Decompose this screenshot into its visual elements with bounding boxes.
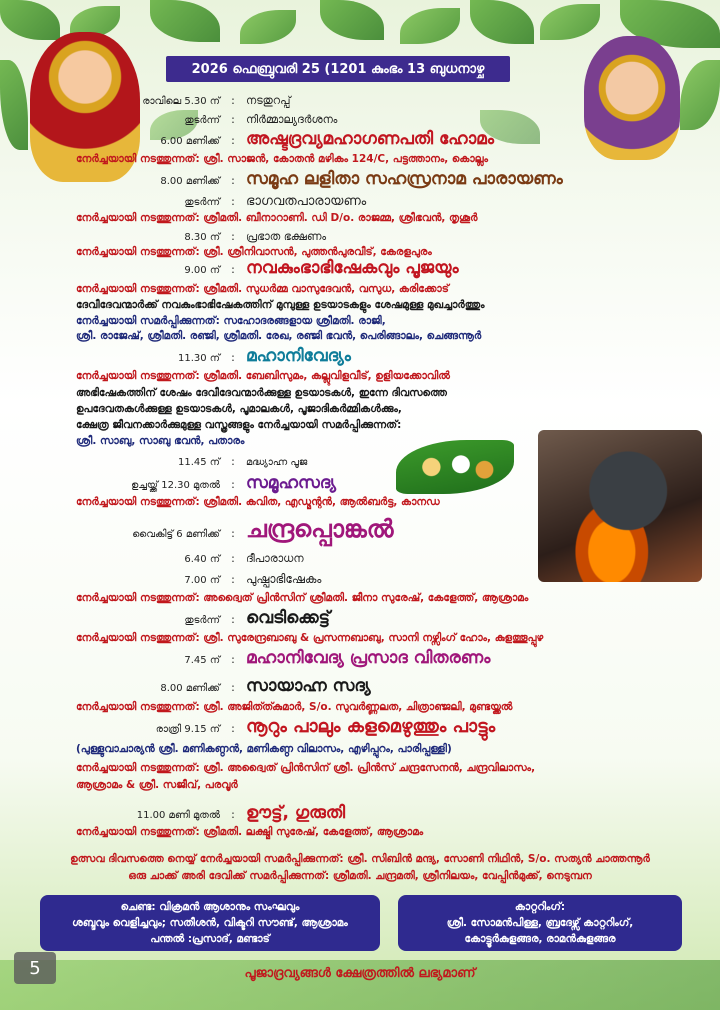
schedule-time: തുടർന്ന് xyxy=(184,115,220,126)
schedule-row xyxy=(0,113,337,127)
sponsor-line: നേർച്ചയായി നടത്തുന്നത്: ശ്രീമതി. സുധർമ്മ വാസുദേവൻ, വസുധ, കരിക്കോട് xyxy=(76,283,449,295)
schedule-event: അഷ്ടദ്രവ്യമഹാഗണപതി ഹോമം xyxy=(246,129,494,149)
sponsor-line: (പുള്ളുവാചാര്യൻ ശ്രീ. മണികണ്ഠൻ, മണികണ്ഠ വിലാസം, എഴിപ്പുറം, പാരിപ്പള്ളി) xyxy=(76,743,452,755)
leaf-decoration xyxy=(540,4,600,40)
schedule-time: 11.30 ന് xyxy=(178,353,220,364)
schedule-event: ചന്ദ്രപ്പൊങ്കൽ xyxy=(246,515,394,543)
footer-credits-box xyxy=(40,895,380,951)
colon-separator: : xyxy=(231,94,235,107)
schedule-row xyxy=(0,716,495,737)
colon-separator: : xyxy=(231,552,235,565)
schedule-event: ഊട്ട്, ഗുരുതി xyxy=(246,803,346,823)
schedule-event: നൂറും പാലും കളമെഴുത്തും പാട്ടും xyxy=(246,716,496,737)
schedule-time: തുടർന്ന് xyxy=(184,197,220,208)
bottom-note: പൂജാദ്രവ്യങ്ങൾ ക്ഷേത്രത്തിൽ ലഭ്യമാണ് xyxy=(244,966,476,981)
murugan-image xyxy=(584,36,680,160)
schedule-time: രാത്രി 9.15 ന് xyxy=(155,724,220,735)
schedule-event: മദ്ധ്യാഹ്ന പൂജ xyxy=(246,457,308,468)
offering-line: ക്ഷേത്ര ജീവനക്കാർക്കുമുള്ള വസ്ത്രങ്ങളും നേർച്ചയായി സമർപ്പിക്കുന്നത്: xyxy=(76,419,402,431)
colon-separator: : xyxy=(231,653,235,666)
schedule-time: 8.00 മണിക്ക് xyxy=(160,176,220,187)
schedule-row xyxy=(0,572,321,587)
sponsor-line: നേർച്ചയായി നടത്തുന്നത്: ശ്രീമതി. ബേബിസുമം, കല്ലുവിളവീട്, ഉളിയക്കോവിൽ xyxy=(76,370,450,382)
schedule-time: 7.00 ന് xyxy=(184,575,220,586)
leaf-decoration xyxy=(470,0,534,44)
schedule-event: സമൂഹ ലളിതാ സഹസ്രനാമ പാരായണം xyxy=(246,169,563,189)
sponsor-line: ശ്രീ. സാബു, സാബു ഭവൻ, പതാരം xyxy=(76,435,245,447)
schedule-row xyxy=(0,473,336,493)
colon-separator: : xyxy=(231,263,235,276)
schedule-row xyxy=(0,194,366,209)
colon-separator: : xyxy=(231,174,235,187)
schedule-time: വൈകിട്ട് 6 മണിക്ക് xyxy=(132,529,220,540)
schedule-time: 8.30 ന് xyxy=(184,232,220,243)
schedule-row xyxy=(0,552,304,566)
sponsor-line: നേർച്ചയായി നടത്തുന്നത്: അദ്വൈത് പ്രിൻസിന് ശ്രീമതി. ജീനാ സുരേഷ്, കേളേത്ത്, ആശ്രാമം xyxy=(76,592,529,604)
colon-separator: : xyxy=(231,478,235,491)
schedule-event: സമൂഹസദ്യ xyxy=(246,473,336,493)
schedule-event: നവകുംഭാഭിഷേകവും പൂജയും xyxy=(246,258,459,278)
colon-separator: : xyxy=(231,573,235,586)
sponsor-line: നേർച്ചയായി നടത്തുന്നത്: ശ്രീമതി. കവിത, എഡ്മന്റൻ, ആൽബർട്ട, കാനഡ xyxy=(76,496,440,508)
colon-separator: : xyxy=(231,113,235,126)
sponsor-line: ആശ്രാമം & ശ്രീ. സജീവ്, പരവൂർ xyxy=(76,779,238,791)
sponsor-line: നേർച്ചയായി നടത്തുന്നത്: ശ്രീമതി. ലക്ഷ്മി സുരേഷ്, കേളേത്ത്, ആശ്രാമം xyxy=(76,826,424,838)
footer-catering-box xyxy=(398,895,682,951)
date-banner: 2026 ഫെബ്രുവരി 25 (1201 കുംഭം 13 ബുധനാഴ്ച xyxy=(166,56,510,82)
schedule-time: 7.45 ന് xyxy=(184,655,220,666)
schedule-time: 6.40 ന് xyxy=(184,554,220,565)
sponsor-line: നേർച്ചയായി നടത്തുന്നത്: ശ്രീ. ശ്രീനിവാസൻ, പുത്തൻപുരവീട്, കേരളപുരം xyxy=(76,246,432,258)
offering-line: ദേവീദേവന്മാർക്ക് നവകുംഭാഭിഷേകത്തിന് മുമ്പുള്ള ഉടയാടകളും ശേഷമുള്ള മുഖച്ചാർത്തും xyxy=(76,299,485,311)
page-number: 5 xyxy=(14,952,56,984)
schedule-time: 11.00 മണി മുതൽ xyxy=(136,810,220,821)
colon-separator: : xyxy=(231,351,235,364)
footer-catering-line: കാറ്ററിംഗ്: xyxy=(514,901,566,913)
schedule-row xyxy=(0,676,371,696)
schedule-time: ഉച്ചയ്ക്ക് 12.30 മുതൽ xyxy=(131,480,220,491)
schedule-time: 9.00 ന് xyxy=(184,265,220,276)
schedule-event: മഹാനിവേദ്യം xyxy=(246,346,351,366)
colon-separator: : xyxy=(231,134,235,147)
sponsor-line: നേർച്ചയായി നടത്തുന്നത്: ശ്രീ. സാജൻ, കോതൻ മഴികം 124/C, പട്ടത്താനം, കൊല്ലം xyxy=(76,153,489,165)
colon-separator: : xyxy=(231,195,235,208)
leaf-decoration xyxy=(150,0,220,42)
schedule-event: ഭാഗവതപാരായണം xyxy=(246,194,367,209)
footer-catering-line: ശ്രീ. സോമൻപിള്ള, ബ്രദേഴ്സ് കാറ്ററിംഗ്, xyxy=(446,917,634,929)
sponsor-line: നേർച്ചയായി നടത്തുന്നത്: ശ്രീമതി. ബീനാറാണി. ഡി D/o. രാജമ്മ, ശ്രീഭവൻ, തൃശൂർ xyxy=(76,212,478,224)
schedule-event: പ്രഭാത ഭക്ഷണം xyxy=(246,230,327,243)
schedule-row xyxy=(0,258,459,278)
leaf-decoration xyxy=(680,60,720,130)
closing-line: ഉത്സവ ദിവസത്തെ നെയ്യ് നേർച്ചയായി സമർപ്പിക്കുന്നത്: ശ്രീ. സിബിൻ മന്ദ്യ, സോണി നിഥിൻ, S/o. സത്യൻ ചാത്തന്നൂർ xyxy=(70,853,650,865)
schedule-time: 11.45 ന് xyxy=(178,457,220,468)
colon-separator: : xyxy=(231,681,235,694)
leaf-decoration xyxy=(240,10,296,44)
schedule-row xyxy=(0,608,330,628)
footer-credit-line: ചെണ്ട: വിക്രമൻ ആശാനും സംഘവും xyxy=(120,901,300,913)
schedule-time: 6.00 മണിക്ക് xyxy=(160,136,220,147)
closing-line: ഒരു ചാക്ക് അരി ദേവിക്ക് സമർപ്പിക്കുന്നത്: ശ്രീമതി. ചന്ദ്രമതി, ശ്രീനിലയം, വേപ്പിൻമുക്ക്, നെടുമ്പന xyxy=(128,870,592,882)
colon-separator: : xyxy=(231,722,235,735)
schedule-row xyxy=(0,346,351,366)
schedule-event: മഹാനിവേദ്യ പ്രസാദ വിതരണം xyxy=(246,648,491,668)
schedule-row xyxy=(0,129,494,149)
colon-separator: : xyxy=(231,613,235,626)
footer-credit-line: പന്തൽ :പ്രസാദ്, മണ്ടാട് xyxy=(150,933,270,945)
schedule-time: തുടർന്ന് xyxy=(184,615,220,626)
sponsor-line: നേർച്ചയായി സമർപ്പിക്കുന്നത്: സഹോദരങ്ങളായ ശ്രീമതി. രാജി, xyxy=(76,315,386,327)
footer-credit-line: ശബ്ദവും വെളിച്ചവും; സതീശൻ, വിക്ടറി സൗണ്ട്, ആശ്രാമം xyxy=(72,917,348,929)
offering-line: ഉപദേവതകൾക്കുള്ള ഉടയാടകൾ, പൂമാലകൾ, പൂജാദികർമ്മികൾക്കും, xyxy=(76,403,402,415)
leaf-decoration xyxy=(400,8,460,44)
schedule-row xyxy=(0,230,326,244)
schedule-event: പുഷ്പാഭിഷേകം xyxy=(246,572,322,586)
sponsor-line: നേർച്ചയായി നടത്തുന്നത്: ശ്രീ. സുരേന്ദ്രബാബു & പ്രസന്നബാബു, സാനി നഴ്സിംഗ് ഹോം, കുളത്തൂപ്പുഴ xyxy=(76,632,544,644)
leaf-decoration xyxy=(320,0,384,40)
sadya-leaf-photo xyxy=(396,440,514,494)
schedule-event: സായാഹ്ന സദ്യ xyxy=(246,676,371,696)
schedule-time: 8.00 മണിക്ക് xyxy=(160,683,220,694)
pongal-pot-photo xyxy=(538,430,702,582)
colon-separator: : xyxy=(231,455,235,468)
schedule-event: നിർമ്മാല്യദർശനം xyxy=(246,113,338,126)
sponsor-line: നേർച്ചയായി നടത്തുന്നത്: ശ്രീ. അജിത്ത്കുമാർ, S/o. സുവർണ്ണലത, ചിത്രാഞ്ജലി, മുണ്ടയ്ക്കൽ xyxy=(76,701,513,713)
schedule-event: ദീപാരാധന xyxy=(246,552,304,565)
schedule-row xyxy=(0,648,490,668)
footer-catering-line: കോട്ടൂർകുളങ്ങര, രാമൻകുളങ്ങര xyxy=(464,933,616,945)
sponsor-line: ശ്രീ. രാജേഷ്, ശ്രീമതി. രഞ്ജി, ശ്രീമതി. രേഖ, രഞ്ജി ഭവൻ, പെരിങ്ങാലം, ചെങ്ങന്നൂർ xyxy=(76,330,482,342)
colon-separator: : xyxy=(231,527,235,540)
colon-separator: : xyxy=(231,808,235,821)
colon-separator: : xyxy=(231,230,235,243)
schedule-event: നടതുറപ്പ് xyxy=(246,94,291,107)
schedule-row xyxy=(0,515,394,543)
leaf-decoration xyxy=(0,0,60,40)
schedule-event: വെടിക്കെട്ട് xyxy=(246,608,331,628)
sponsor-line: നേർച്ചയായി നടത്തുന്നത്: ശ്രീ. അദ്വൈത് പ്രിൻസിന് ശ്രീ. പ്രിൻസ് ചന്ദ്രസേനൻ, ചന്ദ്രവിലാസം, xyxy=(76,762,536,774)
schedule-row xyxy=(0,455,307,468)
schedule-row xyxy=(0,169,563,189)
schedule-row xyxy=(0,94,290,108)
offering-line: അഭിഷേകത്തിന് ശേഷം ദേവീദേവന്മാർക്കുള്ള ഉടയാടകൾ, ഇന്നേ ദിവസത്തെ xyxy=(76,387,447,399)
schedule-time: രാവിലെ 5.30 ന് xyxy=(142,96,220,107)
schedule-row xyxy=(0,803,345,823)
